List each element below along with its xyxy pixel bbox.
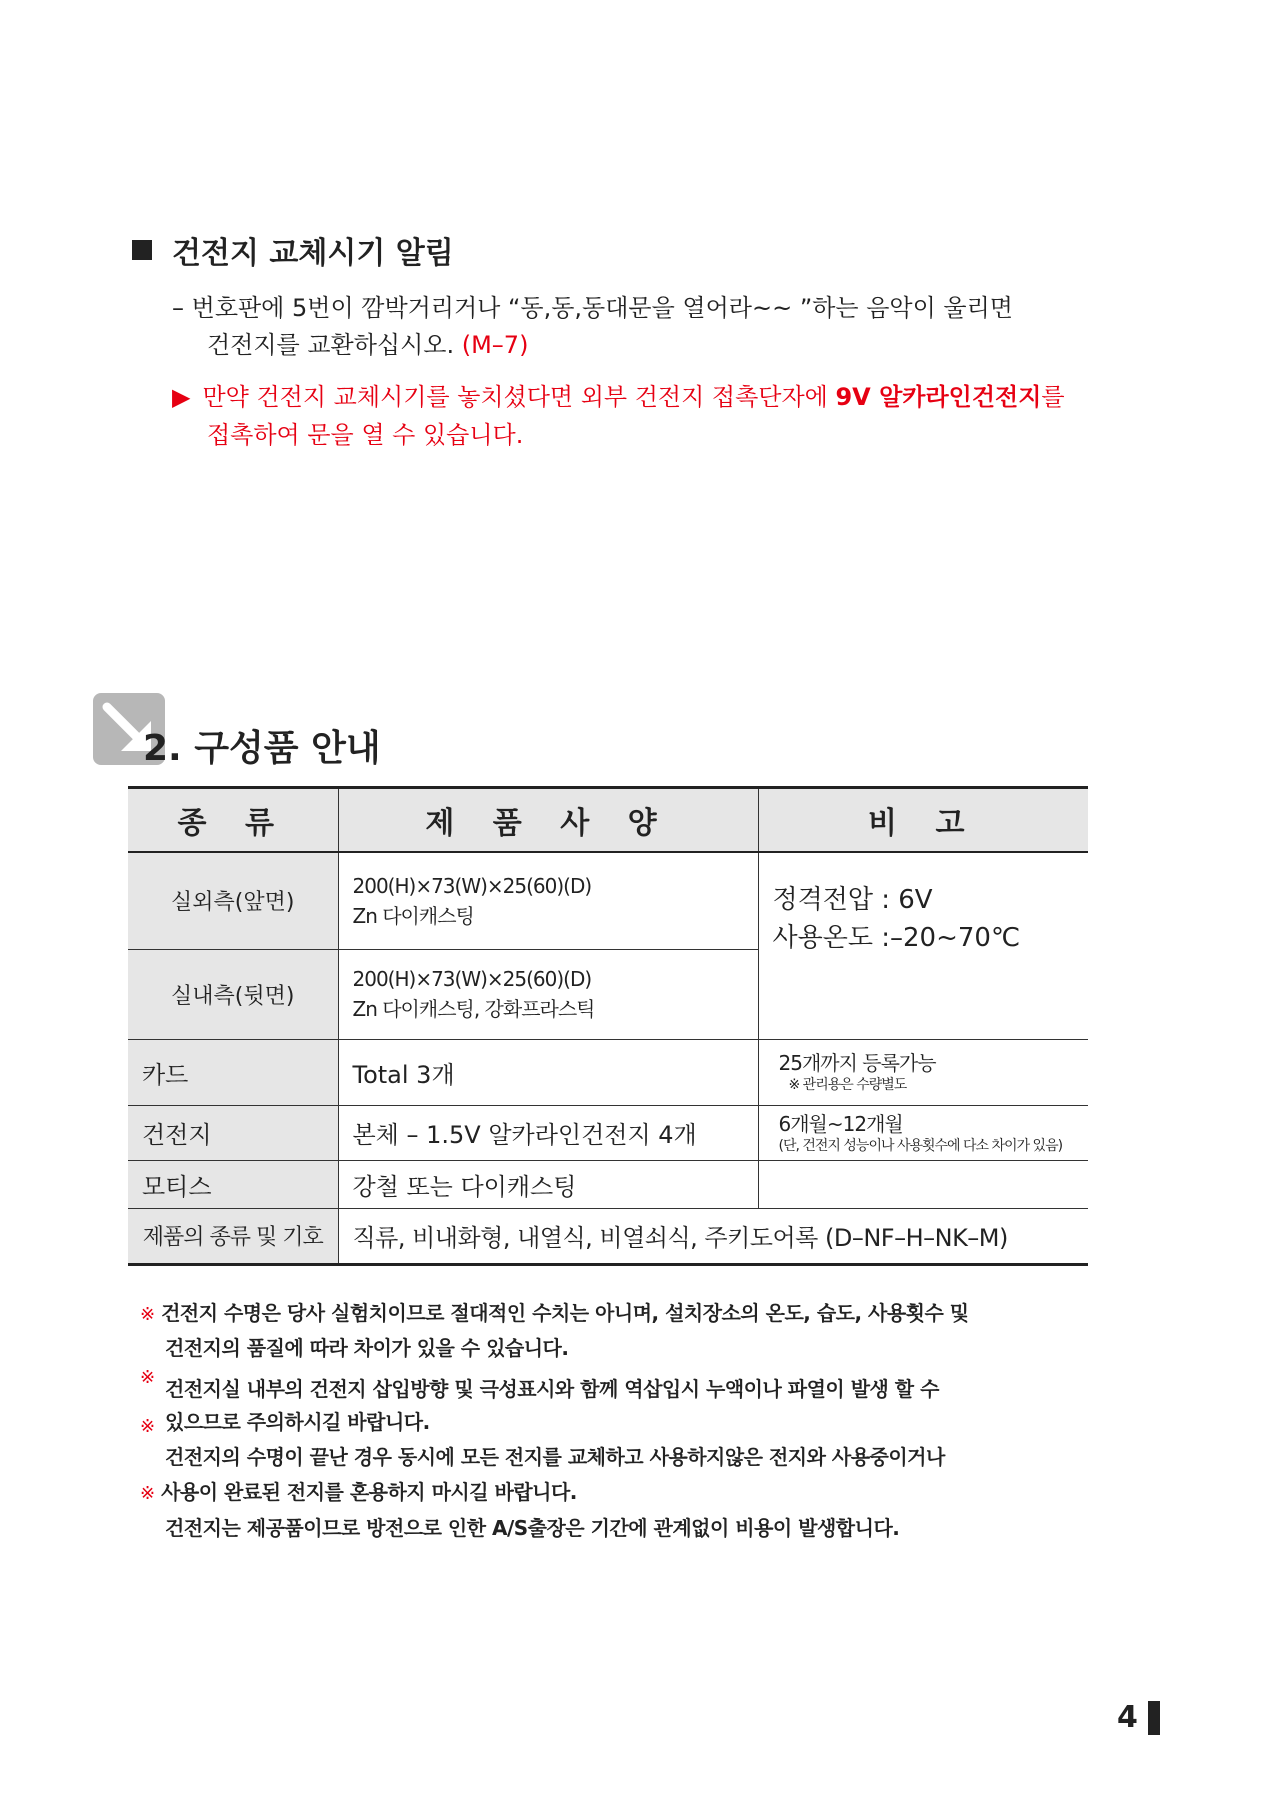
table-row: 카드 Total 3개 25개까지 등록가능 ※ 관리용은 수량별도 — [128, 1039, 1088, 1105]
page-reference: (M–7) — [461, 331, 529, 359]
note-mark: ※ — [140, 1416, 155, 1437]
note-item: ※ 사용이 완료된 전지를 혼용하지 마시길 바랍니다. — [140, 1480, 577, 1504]
header-type: 종 류 — [128, 788, 338, 853]
note-item: ※ 건전지 수명은 당사 실험치이므로 절대적인 수치는 아니며, 설치장소의 온도, 습도, 사용횟수 및 — [140, 1301, 969, 1325]
triangle-bullet-icon: ▶ — [172, 383, 191, 411]
instruction-line-2: 건전지를 교환하십시오. (M–7) — [207, 331, 529, 359]
header-note: 비 고 — [758, 788, 1088, 853]
square-bullet-icon — [132, 240, 152, 260]
table-row: 건전지 본체 – 1.5V 알카라인건전지 4개 6개월~12개월 (단, 건전지 성능이나 사용횟수에 다소 차이가 있음) — [128, 1105, 1088, 1160]
table-row: 실외측(앞면) 200(H)×73(W)×25(60)(D) Zn 다이캐스팅 정격전압 : 6V 사용온도 :–20~70℃ — [128, 852, 1088, 949]
note-item: 건전지의 수명이 끝난 경우 동시에 모든 전지를 교체하고 사용하지않은 전지와 사용중이거나 — [165, 1445, 945, 1469]
section-title-battery-replacement — [132, 228, 454, 272]
battery-spec-highlight: 9V 알카라인건전지 — [835, 383, 1042, 411]
components-table — [128, 786, 1088, 1266]
page-marker-bar — [1148, 1701, 1160, 1735]
warning-line-2: 접촉하여 문을 열 수 있습니다. — [207, 421, 524, 449]
table-row: 모티스 강철 또는 다이캐스팅 — [128, 1160, 1088, 1208]
note-item: 건전지의 품질에 따라 차이가 있을 수 있습니다. — [165, 1336, 569, 1360]
note-item: 건전지는 제공품이므로 방전으로 인한 A/S출장은 기간에 관계없이 비용이 발생합니다. — [165, 1516, 900, 1540]
note-mark: ※ — [140, 1367, 155, 1388]
table-row: 실내측(뒷면) 200(H)×73(W)×25(60)(D) Zn 다이캐스팅, 강화프라스틱 — [128, 949, 1088, 1039]
note-item: 있으므로 주의하시길 바랍니다. — [165, 1410, 430, 1434]
note-item: 건전지실 내부의 건전지 삽입방향 및 극성표시와 함께 역삽입시 누액이나 파열이 발생 할 수 — [165, 1377, 939, 1401]
section-title-text: 건전지 교체시기 알림 — [172, 236, 454, 271]
page-number: 4 — [1117, 1700, 1160, 1735]
rating-note: 정격전압 : 6V 사용온도 :–20~70℃ — [758, 852, 1088, 1039]
warning-line-1: ▶ 만약 건전지 교체시기를 놓치셨다면 외부 건전지 접촉단자에 9V 알카라인건전지를 — [172, 383, 1065, 411]
table-header-row — [128, 788, 1088, 853]
instruction-line-1: – 번호판에 5번이 깜박거리거나 “동,동,동대문을 열어라~~ ”하는 음악이 울리면 — [172, 294, 1013, 322]
header-spec: 제 품 사 양 — [338, 788, 758, 853]
table-row: 제품의 종류 및 기호 직류, 비내화형, 내열식, 비열쇠식, 주키도어록 (D–NF–H–NK–M) — [128, 1208, 1088, 1264]
section-title-components: 2. 구성품 안내 — [143, 728, 381, 769]
